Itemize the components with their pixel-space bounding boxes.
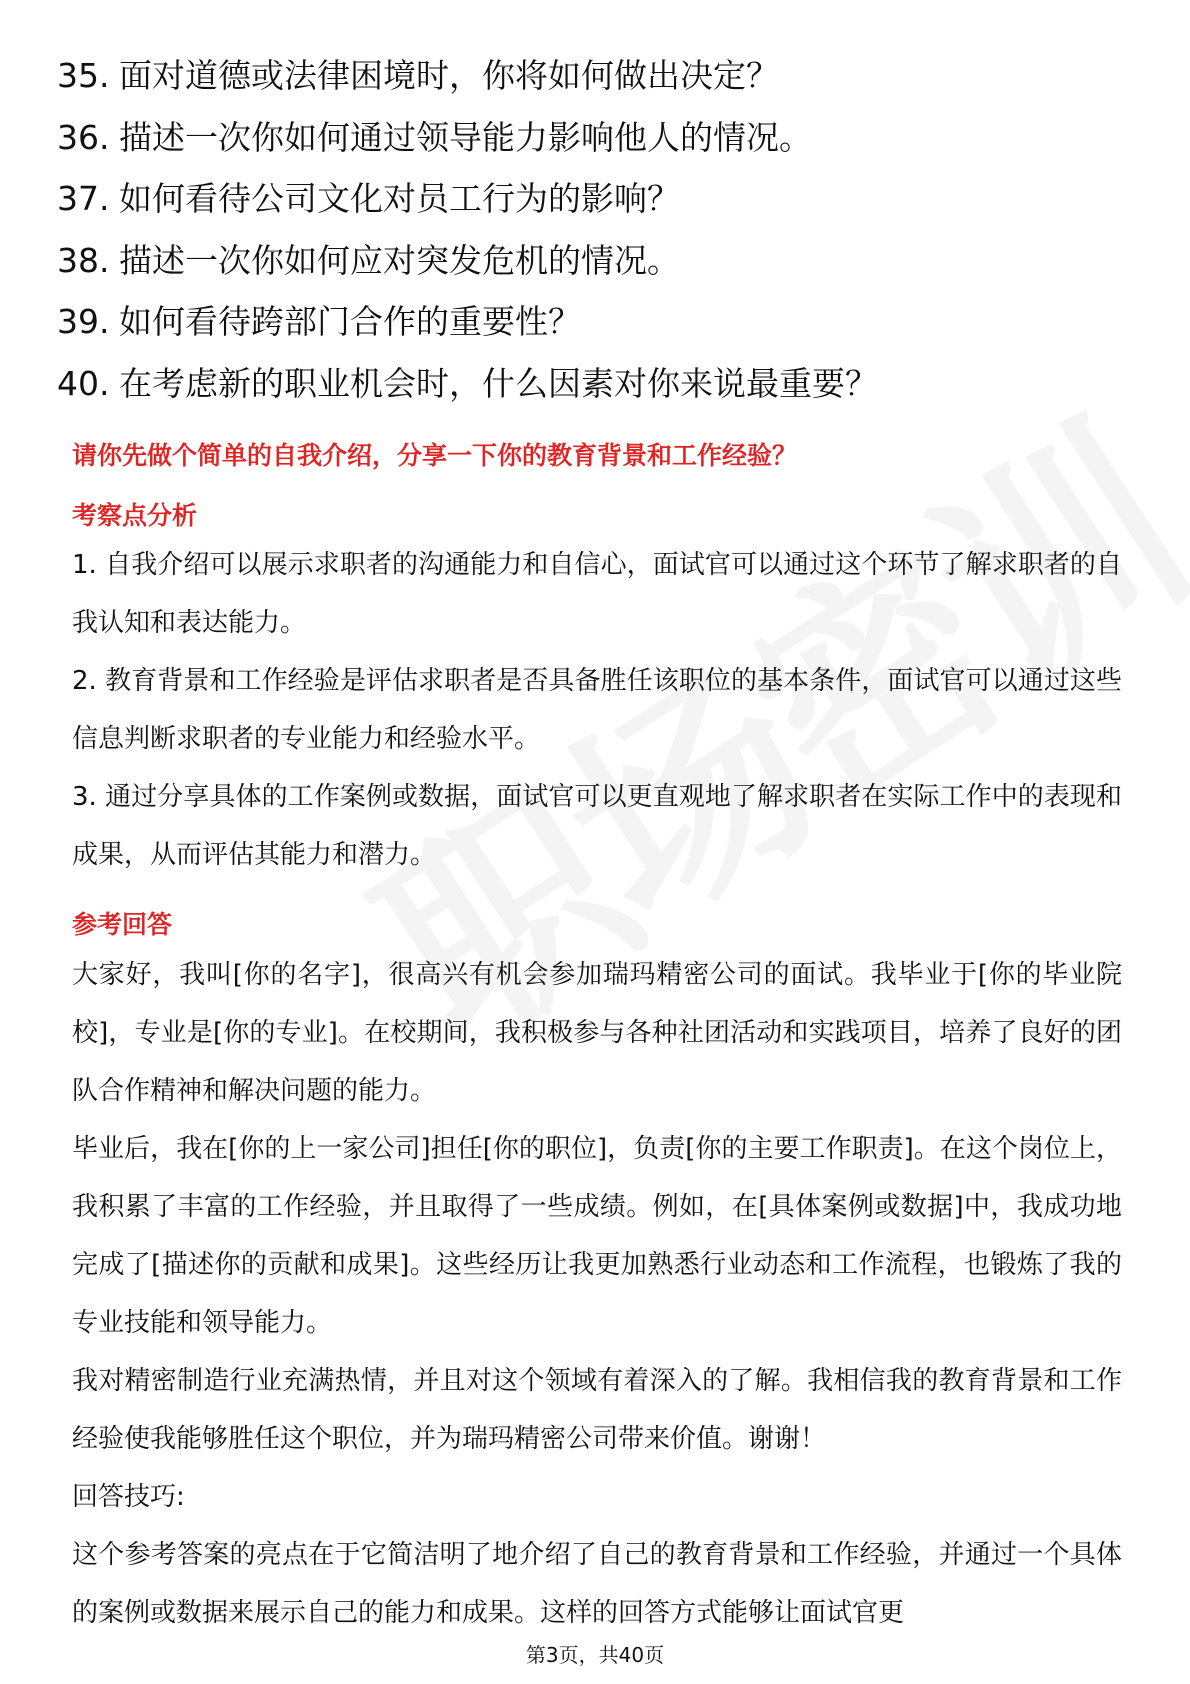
question-item xyxy=(57,171,1137,233)
question-text: 在考虑新的职业机会时，什么因素对你来说最重要？ xyxy=(119,363,878,403)
reference-paragraph: 我对精密制造行业充满热情，并且对这个领域有着深入的了解。我相信我的教育背景和工作经验使我能够胜任这个职位，并为瑞玛精密公司带来价值。谢谢！ xyxy=(72,1366,1122,1454)
question-list xyxy=(57,48,1137,418)
question-text: 面对道德或法律困境时，你将如何做出决定？ xyxy=(119,56,779,95)
question-number: 36. xyxy=(57,117,110,157)
analysis-point: 2. 教育背景和工作经验是评估求职者是否具备胜任该职位的基本条件，面试官可以通过这些信息判断求职者的专业能力和经验水平。 xyxy=(72,666,1122,754)
question-item xyxy=(57,48,1137,110)
tips-label: 回答技巧: xyxy=(72,1482,185,1512)
analysis-heading: 考察点分析 xyxy=(72,501,198,530)
question-number: 38. xyxy=(57,240,110,280)
analysis-point: 1. 自我介绍可以展示求职者的沟通能力和自信心，面试官可以通过这个环节了解求职者的自我认知和表达能力。 xyxy=(72,550,1122,638)
question-number: 37. xyxy=(57,179,110,219)
question-item xyxy=(57,294,1137,356)
section-question-heading: 请你先做个简单的自我介绍，分享一下你的教育背景和工作经验？ xyxy=(72,441,798,470)
tips-text: 这个参考答案的亮点在于它简洁明了地介绍了自己的教育背景和工作经验，并通过一个具体的案例或数据来展示自己的能力和成果。这样的回答方式能够让面试官更 xyxy=(72,1540,1122,1628)
question-number: 39. xyxy=(57,302,110,342)
question-text: 描述一次你如何通过领导能力影响他人的情况。 xyxy=(119,117,812,157)
question-item xyxy=(57,110,1137,172)
question-text: 如何看待跨部门合作的重要性？ xyxy=(119,302,581,342)
question-number: 35. xyxy=(57,56,110,95)
question-item xyxy=(57,356,1137,418)
reference-paragraph: 毕业后，我在[你的上一家公司]担任[你的职位]，负责[你的主要工作职责]。在这个岗位上，我积累了丰富的工作经验，并且取得了一些成绩。例如，在[具体案例或数据]中，我成功地完成了[描述你的贡献和成果]。这些经历让我更加熟悉行业动态和工作流程，也锻炼了我的专业技能和领导能力。 xyxy=(72,1134,1122,1338)
question-text: 如何看待公司文化对员工行为的影响？ xyxy=(119,179,680,219)
page-footer: 第3页，共40页 xyxy=(525,1643,665,1667)
reference-heading: 参考回答 xyxy=(72,910,173,939)
question-text: 描述一次你如何应对突发危机的情况。 xyxy=(119,240,680,280)
reference-paragraph: 大家好，我叫[你的名字]，很高兴有机会参加瑞玛精密公司的面试。我毕业于[你的毕业院校]，专业是[你的专业]。在校期间，我积极参与各种社团活动和实践项目，培养了良好的团队合作精神和解决问题的能力。 xyxy=(72,960,1122,1106)
analysis-point: 3. 通过分享具体的工作案例或数据，面试官可以更直观地了解求职者在实际工作中的表现和成果，从而评估其能力和潜力。 xyxy=(72,782,1122,870)
question-number: 40. xyxy=(57,363,110,403)
question-item xyxy=(57,233,1137,295)
